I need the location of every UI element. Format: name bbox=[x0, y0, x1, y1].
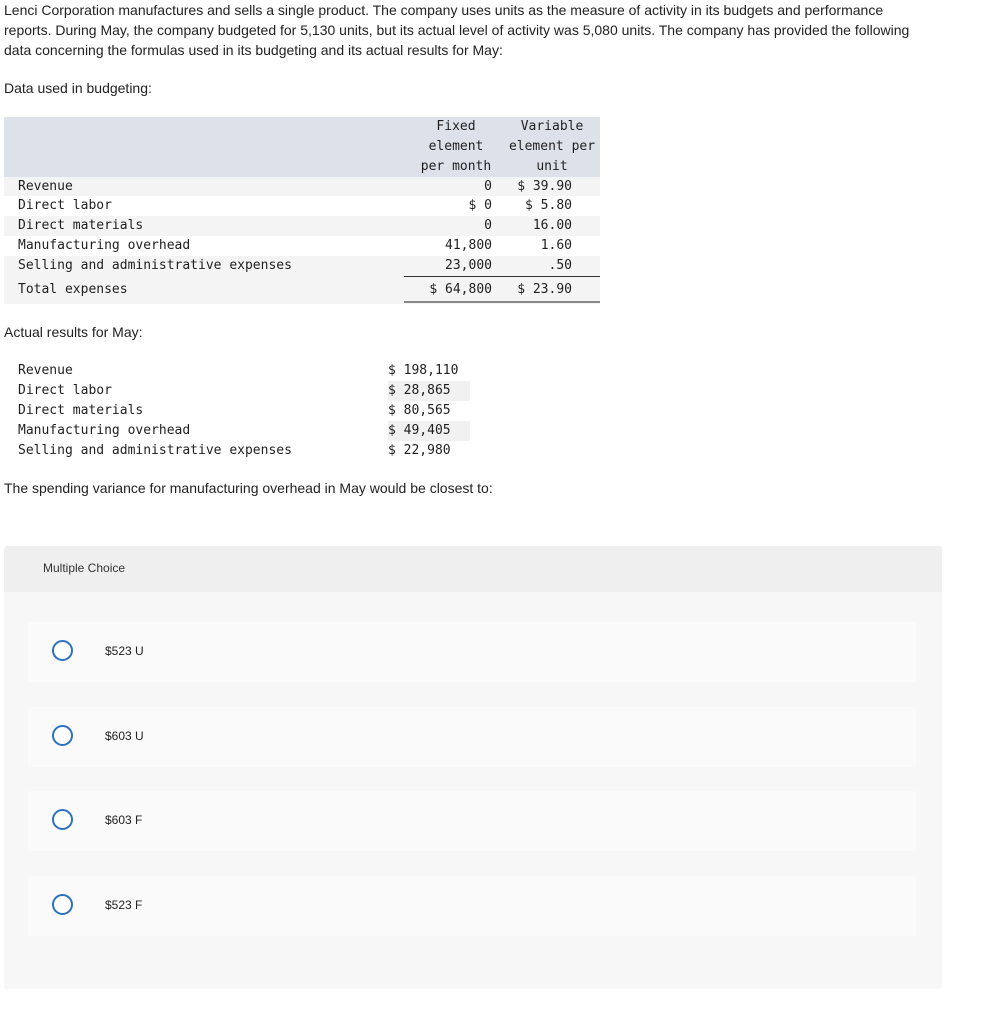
question-intro: Lenci Corporation manufactures and sells a single product. The company uses units as the measure of activity in its budgets and performance reports. During May, the company budgeted for 5,130 units, but its actual level of activity was 5,080 units. The company has provided the following data concerning the formulas used in its budgeting and its actual results for May: bbox=[4, 2, 910, 58]
multiple-choice-header bbox=[4, 546, 942, 592]
choice-option-3[interactable] bbox=[28, 791, 916, 851]
total-double-rule bbox=[404, 301, 600, 303]
total-rule bbox=[404, 276, 600, 277]
question-text: The spending variance for manufacturing overhead in May would be closest to: bbox=[4, 480, 493, 496]
actual-row-direct-labor: Direct labor $ 28,865 bbox=[4, 381, 474, 401]
header-variable-element: Variable element per unit bbox=[508, 119, 596, 174]
radio-icon[interactable] bbox=[52, 640, 73, 661]
actual-results-table bbox=[4, 361, 474, 461]
actual-row-manufacturing-overhead: Manufacturing overhead $ 49,405 bbox=[4, 421, 474, 441]
choice-option-4[interactable] bbox=[28, 876, 916, 936]
budget-data-label: Data used in budgeting: bbox=[4, 80, 152, 96]
radio-icon[interactable] bbox=[52, 725, 73, 746]
actual-row-selling-admin: Selling and administrative expenses $ 22,980 bbox=[18, 443, 451, 458]
budget-row-total-expenses: Total expenses $ 64,800 $ 23.90 bbox=[18, 282, 572, 297]
budget-table-header bbox=[4, 117, 600, 177]
multiple-choice-panel bbox=[4, 546, 942, 989]
radio-icon[interactable] bbox=[52, 809, 73, 830]
choice-option-2[interactable] bbox=[28, 707, 916, 767]
budget-row-direct-materials: Direct materials 0 16.00 bbox=[18, 218, 572, 233]
radio-icon[interactable] bbox=[52, 894, 73, 915]
header-fixed-element: Fixed element per month bbox=[420, 119, 492, 174]
multiple-choice-title: Multiple Choice bbox=[43, 561, 126, 575]
choice-option-1[interactable] bbox=[28, 622, 916, 682]
budget-row-selling-admin: Selling and administrative expenses 23,000 .50 bbox=[18, 258, 572, 273]
budget-row-manufacturing-overhead: Manufacturing overhead 41,800 1.60 bbox=[4, 236, 600, 256]
budget-row-revenue: Revenue 0 $ 39.90 bbox=[18, 179, 572, 194]
budget-table bbox=[4, 117, 600, 304]
actual-results-label: Actual results for May: bbox=[4, 324, 143, 340]
choice-label: $523 F bbox=[105, 898, 143, 912]
choice-label: $523 U bbox=[105, 644, 144, 658]
choice-label: $603 F bbox=[105, 813, 143, 827]
actual-row-direct-materials: Direct materials $ 80,565 bbox=[18, 403, 451, 418]
budget-row-direct-labor: Direct labor $ 0 $ 5.80 bbox=[4, 196, 600, 216]
actual-row-revenue: Revenue $ 198,110 bbox=[18, 363, 459, 378]
choice-label: $603 U bbox=[105, 729, 144, 743]
